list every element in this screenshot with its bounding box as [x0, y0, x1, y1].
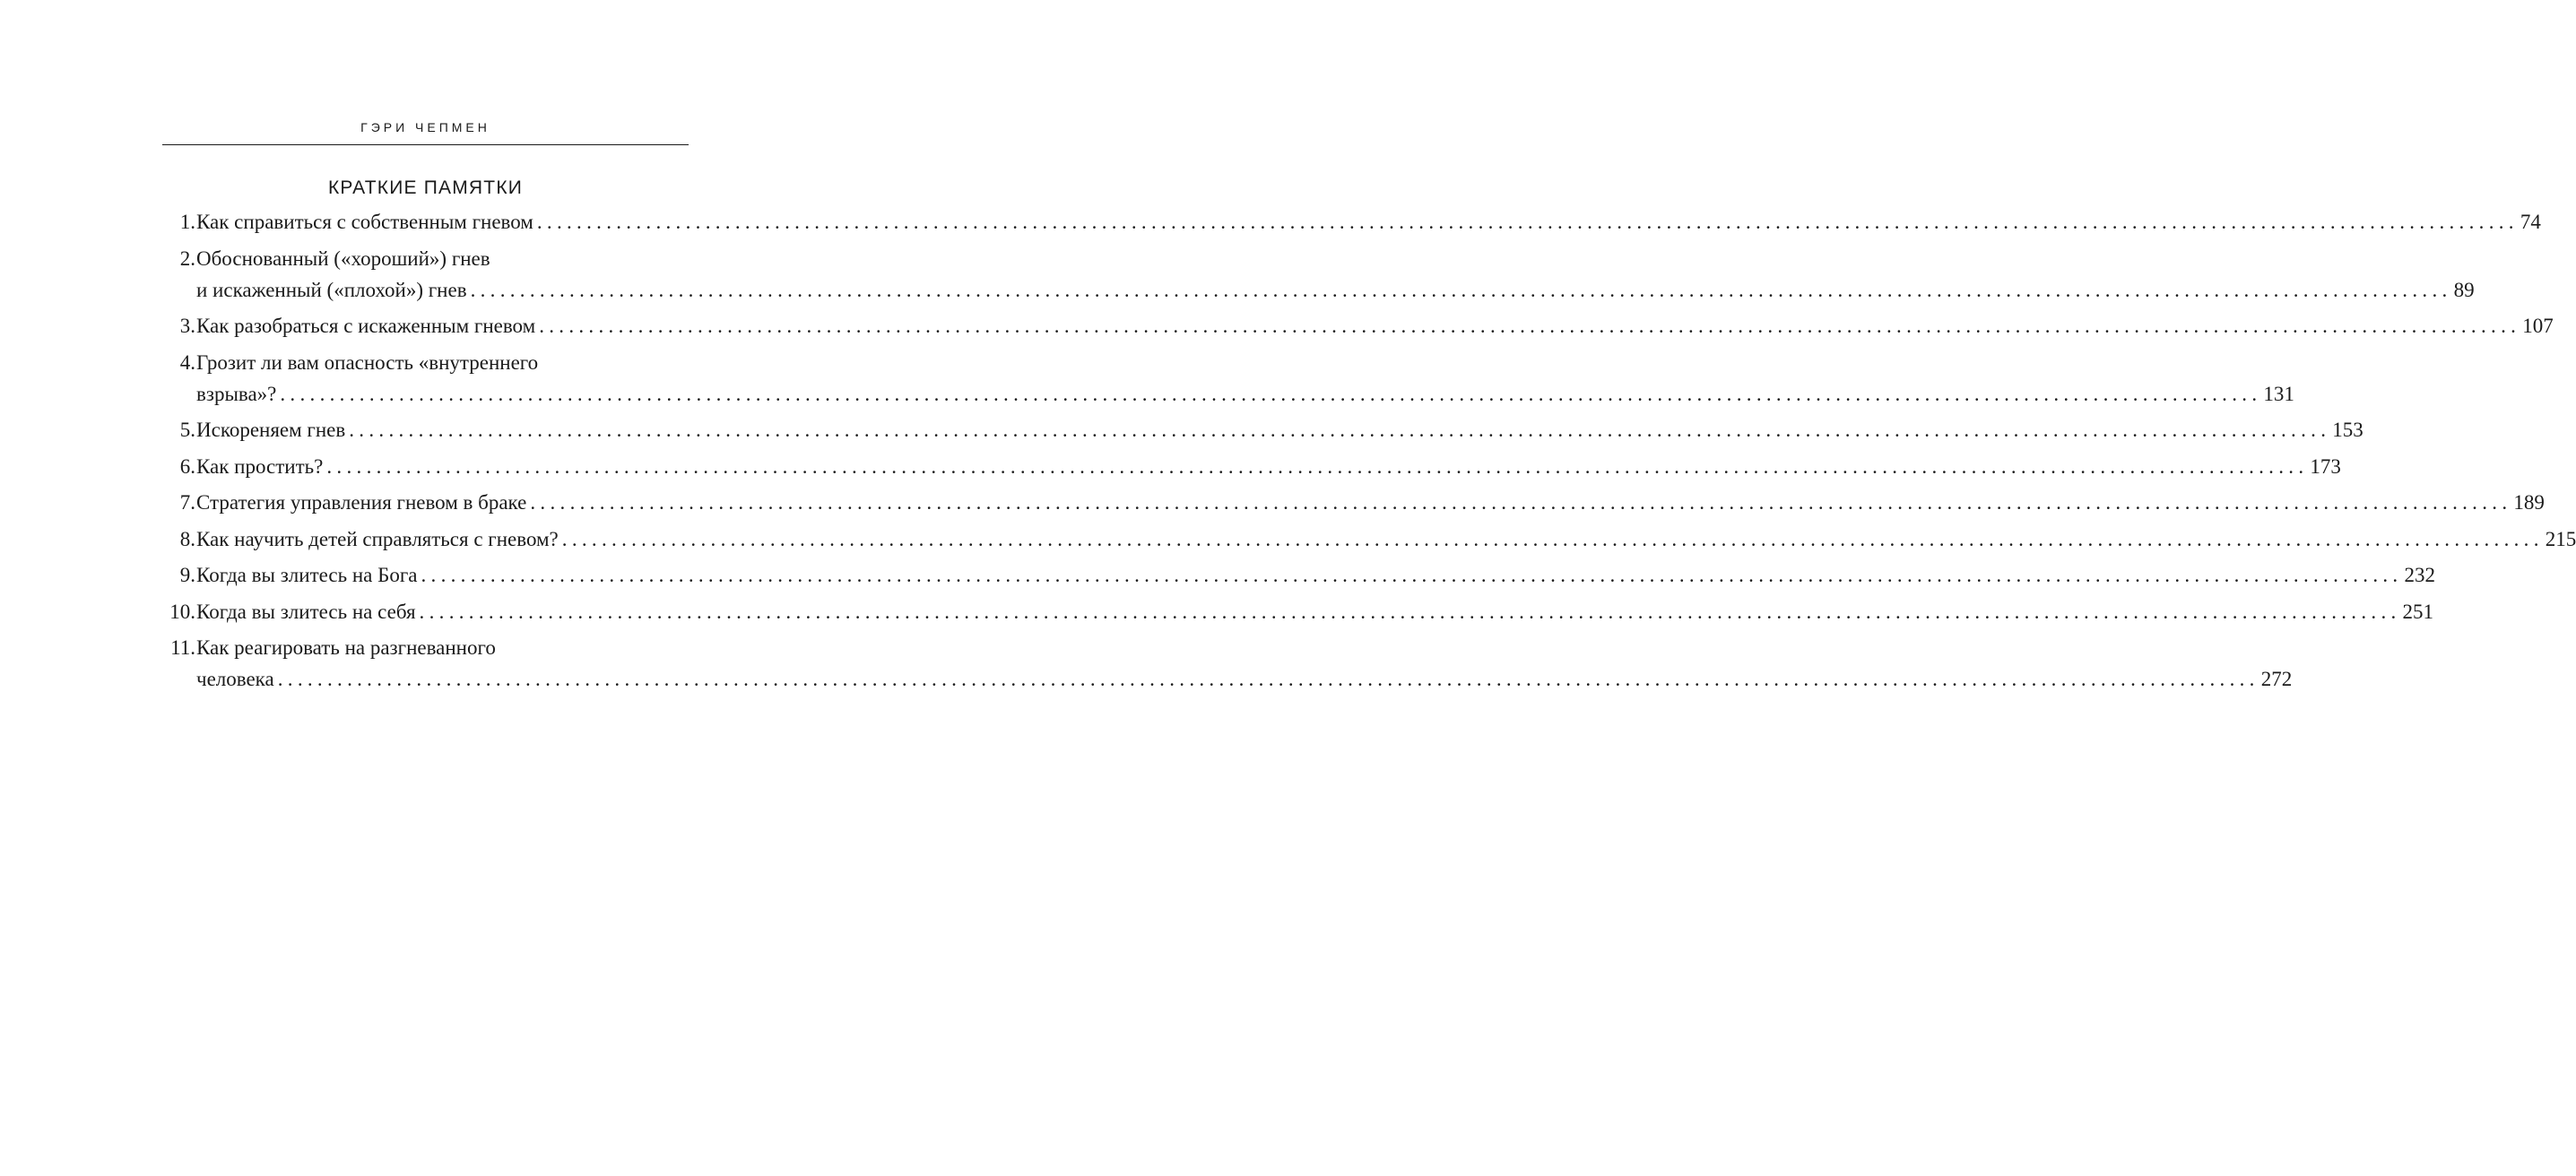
- toc-entry-page: 215: [2545, 527, 2576, 550]
- dot-leader: ........................................................................................................................................................................................................: [470, 278, 2452, 301]
- toc-entry-number: 3.: [179, 315, 195, 337]
- toc-entry-page: 251: [2402, 600, 2434, 623]
- dot-leader: ........................................................................................................................................................................................................: [419, 600, 2401, 623]
- toc-entry-page: 153: [2332, 419, 2364, 441]
- toc-entry-page: 173: [2310, 454, 2341, 478]
- toc-entry-title: Грозит ли вам опасность «внутреннего: [196, 350, 539, 374]
- dot-leader: ........................................................................................................................................................................................................: [421, 564, 2403, 586]
- toc-entry-2: [162, 243, 2475, 306]
- toc-entry-number: 8.: [179, 527, 195, 550]
- toc-entry-5: [162, 414, 2364, 445]
- toc-entry-title: Как простить?: [196, 454, 324, 478]
- table-of-contents: [162, 206, 2576, 700]
- dot-leader: ........................................................................................................................................................................................................: [349, 419, 2331, 441]
- toc-entry-title: Как разобраться с искаженным гневом: [196, 315, 536, 337]
- running-head-author: ГЭРИ ЧЕПМЕН: [360, 120, 490, 134]
- toc-entry-page: 107: [2522, 315, 2554, 337]
- toc-entry-title-continued: и искаженный («плохой») гнев: [196, 278, 467, 301]
- toc-entry-page: 131: [2263, 382, 2294, 405]
- toc-entry-11: [162, 632, 2293, 695]
- toc-entry-page: 89: [2453, 278, 2475, 301]
- toc-entry-title-continued: взрыва»?: [196, 382, 277, 405]
- toc-entry-title: Обоснованный («хороший») гнев: [196, 246, 490, 270]
- toc-entry-title: Когда вы злитесь на Бога: [196, 564, 418, 586]
- dot-leader: ........................................................................................................................................................................................................: [536, 211, 2519, 233]
- toc-entry-number: 9.: [179, 564, 195, 586]
- toc-entry-page: 74: [2520, 211, 2541, 233]
- toc-entry-number: 2.: [179, 246, 195, 270]
- toc-entry-number: 6.: [179, 454, 195, 478]
- toc-entry-number: 10.: [169, 600, 195, 623]
- dot-leader: ........................................................................................................................................................................................................: [539, 315, 2521, 337]
- toc-entry-9: [162, 559, 2435, 591]
- toc-entry-page: 272: [2260, 668, 2293, 690]
- toc-entry-number: 5.: [179, 419, 195, 441]
- toc-entry-page: 189: [2513, 491, 2545, 514]
- dot-leader: ........................................................................................................................................................................................................: [530, 491, 2512, 514]
- toc-entry-number: 7.: [179, 491, 195, 514]
- dot-leader: ........................................................................................................................................................................................................: [280, 382, 2262, 405]
- toc-entry-number: 1.: [179, 211, 195, 233]
- toc-entry-4: [162, 347, 2294, 410]
- toc-entry-10: [162, 596, 2434, 627]
- dot-leader: ........................................................................................................................................................................................................: [277, 668, 2259, 690]
- toc-entry-page: 232: [2404, 564, 2435, 586]
- dot-leader: ........................................................................................................................................................................................................: [561, 527, 2544, 550]
- toc-entry-number: 11.: [170, 636, 195, 659]
- toc-entry-1: [162, 206, 2541, 238]
- toc-entry-title: Как справиться с собственным гневом: [196, 211, 533, 233]
- header-divider: [162, 144, 689, 145]
- toc-entry-3: [162, 310, 2554, 342]
- toc-entry-7: [162, 487, 2545, 518]
- toc-entry-title: Искореняем гнев: [196, 419, 346, 441]
- toc-entry-title-continued: человека: [196, 668, 274, 690]
- toc-entry-6: [162, 451, 2341, 482]
- dot-leader: ........................................................................................................................................................................................................: [326, 454, 2309, 478]
- toc-entry-title: Когда вы злитесь на себя: [196, 600, 416, 623]
- toc-entry-8: [162, 523, 2576, 555]
- section-title: КРАТКИЕ ПАМЯТКИ: [327, 177, 524, 198]
- toc-entry-number: 4.: [179, 350, 195, 374]
- toc-entry-title: Стратегия управления гневом в браке: [196, 491, 527, 514]
- toc-entry-title: Как научить детей справляться с гневом?: [196, 527, 559, 550]
- toc-entry-title: Как реагировать на разгневанного: [196, 636, 496, 659]
